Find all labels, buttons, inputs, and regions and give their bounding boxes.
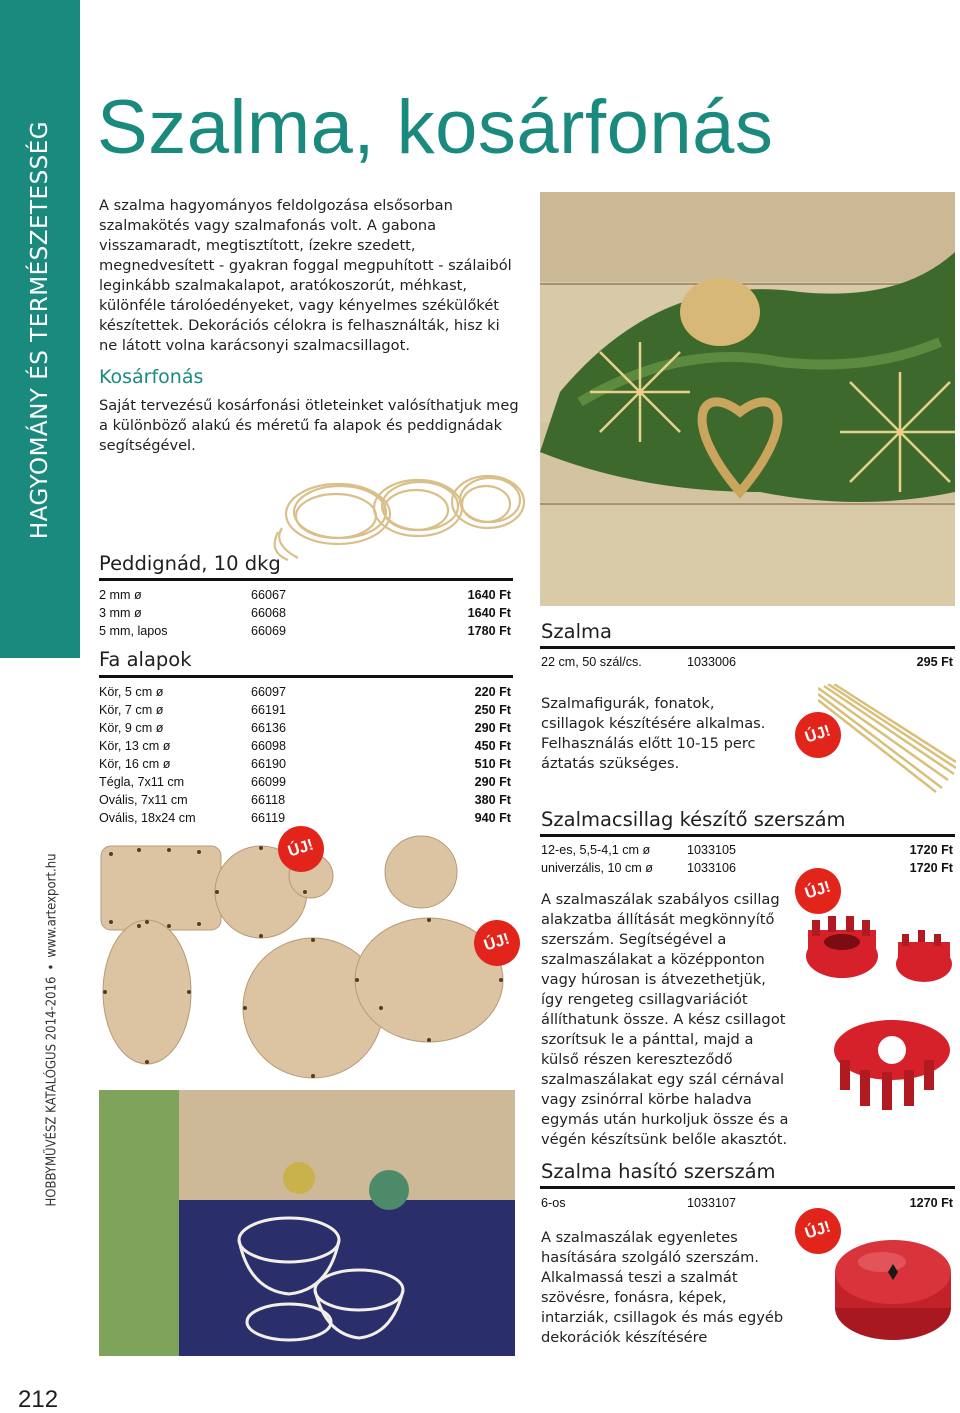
table-row: Tégla, 7x11 cm 66099 290 Ft bbox=[99, 775, 511, 789]
straw-splitter-tool-photo bbox=[830, 1222, 956, 1346]
section-rule bbox=[540, 1186, 955, 1189]
catalog-name: HOBBYMŰVÉSZ KATALÓGUS 2014-2016 bbox=[44, 976, 60, 1207]
straw-decorations-photo bbox=[540, 192, 955, 606]
hasito-text: A szalmaszálak egyenletes hasítására szolgáló szerszám. Alkalmassá teszi a szalmát szövésre, fonásra, képek, intarziák, csillagok és más egyéb dekorációk készítésére bbox=[541, 1229, 784, 1346]
table-row: Kör, 7 cm ø 66191 250 Ft bbox=[99, 703, 511, 717]
product-name: univerzális, 10 cm ø bbox=[541, 861, 653, 875]
separator-dot: • bbox=[44, 963, 60, 971]
table-row: Ovális, 18x24 cm 66119 940 Ft bbox=[99, 811, 511, 825]
product-name: 12-es, 5,5-4,1 cm ø bbox=[541, 843, 651, 857]
product-price: 295 Ft bbox=[916, 655, 953, 669]
section-rule bbox=[99, 578, 513, 581]
fa-alapok-heading: Fa alapok bbox=[99, 648, 192, 671]
table-row: Kör, 16 cm ø 66190 510 Ft bbox=[99, 757, 511, 771]
woven-baskets-photo bbox=[99, 1090, 515, 1356]
page-number: 212 bbox=[18, 1386, 59, 1413]
szalma-price-row bbox=[541, 655, 955, 673]
category-sidebar bbox=[0, 0, 80, 658]
szalmacsillag-price-row bbox=[541, 843, 955, 861]
star-maker-tool-photo bbox=[800, 900, 958, 1136]
table-row: Kör, 9 cm ø 66136 290 Ft bbox=[99, 721, 511, 735]
szalmacsillag-price-row bbox=[541, 861, 955, 879]
szalmacsillag-heading: Szalmacsillag készítő szerszám bbox=[541, 808, 846, 831]
product-name: 22 cm, 50 szál/cs. bbox=[541, 655, 642, 669]
page-title: Szalma, kosárfonás bbox=[97, 85, 774, 170]
product-code: 1033106 bbox=[687, 861, 737, 875]
catalog-footer-vertical bbox=[45, 853, 60, 1206]
new-badge: ÚJ! bbox=[272, 820, 330, 878]
product-code: 1033006 bbox=[687, 655, 737, 669]
new-badge: ÚJ! bbox=[468, 914, 526, 972]
hasito-heading: Szalma hasító szerszám bbox=[541, 1160, 776, 1183]
kosarfonas-text: Saját tervezésű kosárfonási ötleteinket valósíthatjuk meg a különböző alakú és méretű fa alapok és peddignádak segítségével. bbox=[99, 397, 519, 454]
section-rule bbox=[99, 675, 513, 678]
rattan-coils-photo bbox=[268, 462, 536, 566]
table-row: Kör, 13 cm ø 66098 450 Ft bbox=[99, 739, 511, 753]
table-row: Kör, 5 cm ø 66097 220 Ft bbox=[99, 685, 511, 699]
straw-bundle-photo bbox=[818, 684, 956, 794]
peddignad-heading: Peddignád, 10 dkg bbox=[99, 552, 281, 575]
szalmacsillag-text: A szalmaszálak szabályos csillag alakzatba állítását megkönnyítő szerszám. Segítségével a szalmaszálakat a középponton vagy húrosan is átvezethetjük, így rengeteg csillagvariációt állíthatunk össze. A kész csillagot szorítsuk le a pánttal, majd a külső részen kereszteződő szalmaszálakat egy szál cérnával vagy zsinórral körbe haladva egymás után hurkoljuk össze és a végén készítsünk belőle akasztót. bbox=[541, 891, 789, 1148]
new-badge: ÚJ! bbox=[789, 1202, 847, 1260]
section-rule bbox=[540, 646, 955, 649]
table-row: 3 mm ø 66068 1640 Ft bbox=[99, 606, 511, 620]
table-row: Ovális, 7x11 cm 66118 380 Ft bbox=[99, 793, 511, 807]
catalog-url[interactable]: www.artexport.hu bbox=[44, 853, 60, 958]
product-code: 1033107 bbox=[687, 1196, 737, 1210]
hasito-price-row bbox=[541, 1196, 955, 1214]
szalma-heading: Szalma bbox=[541, 620, 612, 643]
new-badge: ÚJ! bbox=[789, 862, 847, 920]
category-label: HAGYOMÁNY ÉS TERMÉSZETESSÉG bbox=[27, 120, 53, 540]
section-rule bbox=[540, 834, 955, 837]
product-price: 1720 Ft bbox=[909, 861, 953, 875]
szalma-text: Szalmafigurák, fonatok, csillagok készítésére alkalmas. Felhasználás előtt 10-15 perc áztatás szükséges. bbox=[541, 695, 766, 772]
product-code: 1033105 bbox=[687, 843, 737, 857]
table-row: 5 mm, lapos 66069 1780 Ft bbox=[99, 624, 511, 638]
product-price: 1270 Ft bbox=[909, 1196, 953, 1210]
product-name: 6-os bbox=[541, 1196, 566, 1210]
fa-alapok-price-table bbox=[99, 683, 511, 827]
table-row: 2 mm ø 66067 1640 Ft bbox=[99, 588, 511, 602]
peddignad-price-table bbox=[99, 586, 511, 640]
product-price: 1720 Ft bbox=[909, 843, 953, 857]
intro-paragraph: A szalma hagyományos feldolgozása elsősorban szalmakötés vagy szalmafonás volt. A gabona visszamaradt, megtisztított, ízekre szedett, megnedvesített - gyakran foggal megpuhított - szálaiból leginkább szalmakalapot, aratókoszorút, méhkast, különféle tárolóedényeket, vagy kényelmes székülőkét készítettek. Dekorációs célokra is felhasználták, hisz ki ne látott volna karácsonyi szalmacsillagot. bbox=[99, 197, 512, 354]
new-badge: ÚJ! bbox=[789, 706, 847, 764]
kosarfonas-heading: Kosárfonás bbox=[99, 366, 204, 388]
